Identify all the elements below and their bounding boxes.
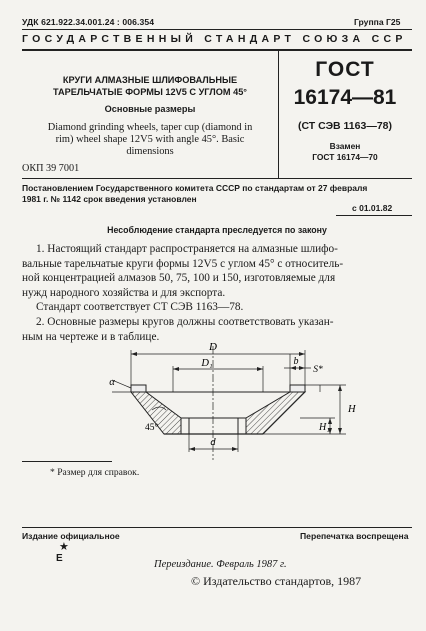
star-mark-icon: ★ [59, 541, 69, 553]
p1-line3: ной концентрацией алмазов 50, 75, 100 и 150, изготовляемые для [22, 272, 336, 285]
group-code: Группа Г25 [354, 17, 401, 27]
p2-line1: 2. Основные размеры кругов должны соответствовать указан- [36, 315, 334, 328]
title-ru-line2: ТАРЕЛЬЧАТЫЕ ФОРМЫ 12V5 С УГЛОМ 45° [53, 87, 247, 97]
p1-sev-line: Стандарт соответствует СТ СЭВ 1163—78. [36, 301, 244, 314]
decree-date: с 01.01.82 [352, 203, 393, 213]
law-warning: Несоблюдение стандарта преследуется по закону [107, 225, 327, 235]
footnote-rule [22, 461, 112, 462]
diamond-layer-right [290, 385, 305, 392]
reprint-prohibited: Перепечатка воспрещена [300, 531, 409, 541]
state-standard-banner: ГОСУДАРСТВЕННЫЙ СТАНДАРТ СОЮЗА ССР [22, 33, 407, 45]
p1-line1: 1. Настоящий стандарт распространяется на алмазные шлифо- [36, 243, 338, 255]
copyright: © Издательство стандартов, 1987 [191, 574, 362, 588]
title-en-line2: rim) wheel shape 12V5 with angle 45°. Basic [55, 134, 245, 145]
wheel-section [131, 346, 305, 460]
letter-e-mark: E [56, 553, 63, 564]
dim-label-S: S* [313, 365, 323, 375]
p1-line4: нужд народного хозяйства и для экспорта. [22, 286, 226, 299]
title-ru-line1: КРУГИ АЛМАЗНЫЕ ШЛИФОВАЛЬНЫЕ [62, 75, 238, 85]
okp-code: ОКП 39 7001 [22, 163, 80, 174]
p1-line2: вальные тарельчатые круги формы 12V5 с углом 45° с относитель- [22, 257, 344, 270]
p2-line2: ным на чертеже и в таблице. [22, 330, 160, 343]
footer-rule [22, 527, 412, 528]
dim-label-D: D [209, 341, 217, 353]
decree-line1: Постановлением Государственного комитета СССР по стандартам от 27 февраля [22, 183, 368, 193]
dim-label-H: H [348, 404, 356, 415]
decree-line2: 1981 г. № 1142 срок введения установлен [22, 194, 197, 204]
title-en-line3: dimensions [126, 146, 174, 157]
reissue-note: Переиздание. Февраль 1987 г. [154, 559, 287, 570]
udk-code: УДК 621.922.34.001.24 : 006.354 [22, 17, 155, 27]
replaces-standard: ГОСТ 16174—70 [312, 152, 378, 162]
dim-label-alpha: α [109, 377, 115, 388]
gost-number: 16174—81 [293, 86, 397, 109]
dim-label-b: b [293, 356, 299, 367]
title-en-line1: Diamond grinding wheels, taper cup (diamond in [47, 122, 253, 133]
dim-label-H1: H₁ [319, 422, 330, 433]
subtitle-ru: Основные размеры [104, 104, 196, 114]
dimension-arrowheads [131, 352, 342, 451]
st-sev-ref: (СТ СЭВ 1163—78) [297, 120, 393, 132]
dim-label-angle: 45° [145, 423, 159, 433]
diamond-layer-left [131, 385, 146, 392]
replaces-label: Взамен [329, 141, 361, 151]
official-edition: Издание официальное [22, 531, 120, 541]
dim-label-d: d [210, 437, 216, 448]
footnote-text: * Размер для справок. [50, 467, 140, 478]
gost-label: ГОСТ [315, 58, 375, 81]
dim-label-D1: D₁ [201, 358, 213, 369]
section-right-hatch [246, 392, 305, 434]
